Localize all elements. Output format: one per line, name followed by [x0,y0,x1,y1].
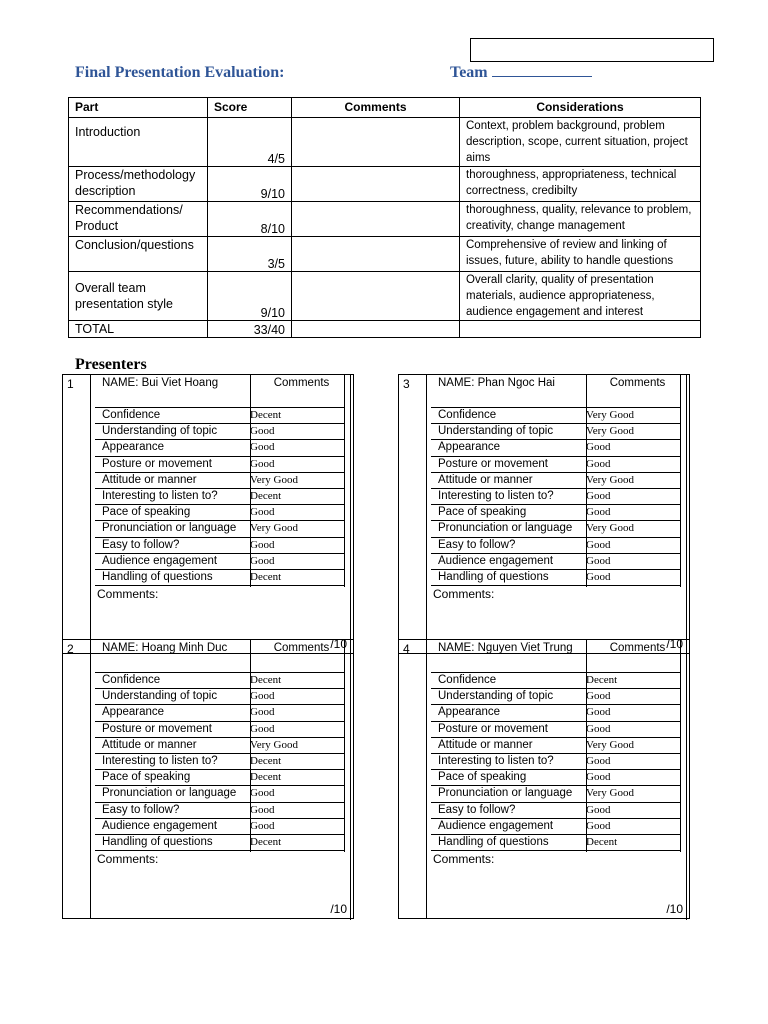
criteria-row [431,407,680,423]
criterion-label: Confidence [438,409,497,421]
part-cell: Process/methodology description [69,167,208,202]
part-cell: Conclusion/questions [69,237,208,272]
criteria-row [95,423,344,439]
score-out-of[interactable]: /10 [330,637,347,651]
part-cell: Introduction [69,118,208,167]
criteria-row [95,785,344,801]
card-header [95,375,344,407]
team-name-box[interactable] [470,38,714,62]
total-considerations-cell [460,321,701,338]
criteria-row [95,753,344,769]
criteria-row [431,423,680,439]
card-divider [686,640,687,920]
col-comments: Comments [292,98,460,118]
criterion-label: Easy to follow? [438,538,516,551]
rating-value[interactable]: Good [586,706,611,719]
presenters-title: Presenters [75,356,147,373]
criterion-label: Understanding of topic [102,690,218,703]
criterion-label: Pronunciation or language [102,522,237,535]
criteria-row [431,439,680,455]
criteria-row [95,721,344,737]
column-divider [680,375,681,587]
criteria-row [431,488,680,504]
presenter-name: NAME: Hoang Minh Duc [102,642,228,654]
criterion-label: Appearance [102,441,165,454]
criterion-label: Understanding of topic [102,425,218,438]
criterion-label: Pace of speaking [438,771,527,784]
score-cell: 9/10 [208,272,292,321]
card-divider [350,640,351,920]
considerations-cell: Comprehensive of review and linking of issues, future, ability to handle questions [460,237,701,272]
presenter-card [62,639,354,919]
rating-value[interactable]: Decent [250,674,282,686]
criterion-label: Confidence [438,674,497,686]
criterion-label: Posture or movement [102,457,212,470]
criteria-row [95,737,344,753]
rating-value[interactable]: Good [586,538,611,551]
rating-value[interactable]: Good [586,571,611,583]
presenter-number: 4 [403,642,410,656]
comments-label: Comments: [433,852,495,866]
column-divider [344,375,345,587]
criterion-label: Appearance [438,706,501,719]
rating-value[interactable]: Very Good [250,738,298,751]
rating-value[interactable]: Decent [250,771,282,784]
rating-value[interactable]: Good [250,554,275,567]
criteria-row [95,769,344,785]
rating-value[interactable]: Good [586,771,611,784]
comments-label: Comments: [97,852,159,866]
considerations-cell: Overall clarity, quality of presentation materials, audience appropriateness, audience engagement and interest [460,272,701,321]
criterion-label: Handling of questions [438,571,549,583]
comments-header: Comments [609,642,666,654]
criterion-label: Pace of speaking [438,506,527,519]
rating-value[interactable]: Decent [250,836,282,848]
criteria-row [95,472,344,488]
rating-value[interactable]: Very Good [586,425,634,438]
criterion-label: Pronunciation or language [438,787,573,800]
criterion-label: Easy to follow? [102,803,180,816]
criterion-label: Audience engagement [102,554,218,567]
presenter-card [62,374,354,654]
rating-value[interactable]: Decent [586,836,618,848]
comments-cell[interactable] [292,118,460,167]
criterion-label: Posture or movement [438,722,548,735]
criteria-row [95,504,344,520]
presenter-number: 3 [403,377,410,391]
comments-label: Comments: [97,587,159,601]
criteria-row [431,456,680,472]
presenter-name: NAME: Nguyen Viet Trung [438,642,573,654]
rating-value[interactable]: Good [250,722,275,735]
criteria-row [431,834,680,850]
rating-value[interactable]: Good [586,554,611,567]
criteria-row [95,704,344,720]
rating-value[interactable]: Good [586,457,611,470]
total-row [69,321,701,338]
presenter-name: NAME: Bui Viet Hoang [102,377,219,389]
criterion-label: Audience engagement [102,819,218,832]
criteria-row [95,553,344,569]
column-divider [680,640,681,852]
criteria-row [95,688,344,704]
presenter-card [398,374,690,654]
rating-value[interactable]: Very Good [586,787,634,800]
comments-header: Comments [273,377,330,389]
criterion-label: Handling of questions [102,571,213,583]
presenter-card [398,639,690,919]
card-divider [90,640,91,918]
criterion-label: Pace of speaking [102,506,191,519]
criterion-label: Pronunciation or language [438,522,573,535]
criteria-row [431,537,680,553]
rating-value[interactable]: Good [586,722,611,735]
criterion-label: Appearance [438,441,501,454]
table-row [69,272,701,321]
rating-value[interactable]: Good [586,441,611,454]
col-part: Part [69,98,208,118]
rating-value[interactable]: Good [250,538,275,551]
criteria-row [95,818,344,834]
criterion-label: Understanding of topic [438,690,554,703]
criterion-label: Interesting to listen to? [438,490,554,502]
rating-value[interactable]: Good [586,690,611,703]
column-divider [344,640,345,852]
criterion-label: Pronunciation or language [102,787,237,800]
rating-value[interactable]: Good [250,706,275,719]
criterion-label: Interesting to listen to? [438,755,554,767]
rating-value[interactable]: Decent [250,571,282,583]
comments-label: Comments: [433,587,495,601]
criterion-label: Interesting to listen to? [102,755,218,767]
criterion-label: Confidence [102,409,161,421]
criterion-label: Audience engagement [438,554,554,567]
score-cell: 4/5 [208,118,292,167]
presenter-number: 1 [67,377,74,391]
col-considerations: Considerations [460,98,701,118]
considerations-cell: thoroughness, appropriateness, technical correctness, credibilty [460,167,701,202]
criteria-row [95,407,344,423]
presenter-name: NAME: Phan Ngoc Hai [438,377,555,389]
card-divider [686,375,687,655]
rating-value[interactable]: Very Good [586,738,634,751]
rating-value[interactable]: Good [250,506,275,519]
col-score: Score [208,98,292,118]
card-divider [350,375,351,655]
card-divider [426,375,427,653]
score-cell: 3/5 [208,237,292,272]
total-score: 33/40 [208,321,292,338]
comments-cell[interactable] [292,202,460,237]
criteria-row [431,688,680,704]
criterion-label: Pace of speaking [102,771,191,784]
criteria-row [95,672,344,688]
rating-value[interactable]: Good [586,506,611,519]
criterion-label: Attitude or manner [102,473,197,486]
card-divider [426,640,427,918]
criterion-label: Handling of questions [102,836,213,848]
criteria-row [431,569,680,585]
criteria-row [431,802,680,818]
rating-value[interactable]: Very Good [250,473,298,486]
team-blank-line[interactable] [492,64,592,77]
criteria-row [95,834,344,850]
criteria-row [431,737,680,753]
comments-cell[interactable] [292,237,460,272]
table-row [69,237,701,272]
comments-cell[interactable] [292,167,460,202]
criterion-label: Appearance [102,706,165,719]
rating-value[interactable]: Good [250,690,275,703]
criteria-row [431,472,680,488]
score-out-of[interactable]: /10 [330,902,347,916]
criterion-label: Handling of questions [438,836,549,848]
table-row [69,118,701,167]
score-out-of[interactable]: /10 [666,902,683,916]
criteria-row [431,553,680,569]
score-cell: 8/10 [208,202,292,237]
criteria-row [431,721,680,737]
criteria-row [431,704,680,720]
table-row [69,167,701,202]
rating-value[interactable]: Good [250,441,275,454]
criterion-label: Understanding of topic [438,425,554,438]
criteria-row [95,456,344,472]
rating-value[interactable]: Good [250,425,275,438]
criterion-label: Easy to follow? [438,803,516,816]
card-header [431,640,680,672]
criteria-row [431,753,680,769]
comments-header: Comments [273,642,330,654]
rating-value[interactable]: Decent [250,755,282,767]
comments-cell[interactable] [292,272,460,321]
criterion-label: Posture or movement [438,457,548,470]
rating-value[interactable]: Good [250,457,275,470]
score-cell: 9/10 [208,167,292,202]
criteria-row [431,785,680,801]
criteria-row [431,672,680,688]
table-row [69,202,701,237]
criteria-row [431,769,680,785]
criteria-row [95,802,344,818]
rating-value[interactable]: Decent [250,490,282,502]
criteria-row [431,520,680,536]
rating-value[interactable]: Very Good [586,473,634,486]
total-comments-cell[interactable] [292,321,460,338]
total-label: TOTAL [69,321,208,338]
criteria-row [95,439,344,455]
criteria-row [95,569,344,585]
card-divider [90,375,91,653]
card-header [431,375,680,407]
criteria-row [95,520,344,536]
criteria-row [95,488,344,504]
part-cell: Recommendations/ Product [69,202,208,237]
score-out-of[interactable]: /10 [666,637,683,651]
criterion-label: Attitude or manner [438,738,533,751]
criterion-label: Confidence [102,674,161,686]
criterion-label: Posture or movement [102,722,212,735]
part-cell: Overall team presentation style [69,272,208,321]
page-title: Final Presentation Evaluation: [75,64,285,81]
considerations-cell: Context, problem background, problem description, scope, current situation, project aims [460,118,701,167]
rating-value[interactable]: Good [586,803,611,816]
rating-value[interactable]: Good [250,819,275,832]
criteria-row [431,504,680,520]
criterion-label: Easy to follow? [102,538,180,551]
rating-value[interactable]: Good [586,819,611,832]
evaluation-table [68,97,701,338]
rating-value[interactable]: Very Good [586,409,634,421]
criterion-label: Audience engagement [438,819,554,832]
rating-value[interactable]: Good [586,755,611,767]
comments-header: Comments [609,377,666,389]
criterion-label: Attitude or manner [438,473,533,486]
rating-value[interactable]: Very Good [586,522,634,535]
criteria-row [431,818,680,834]
card-header [95,640,344,672]
criteria-row [95,537,344,553]
rating-value[interactable]: Very Good [250,522,298,535]
rating-value[interactable]: Decent [586,674,618,686]
rating-value[interactable]: Good [250,803,275,816]
considerations-cell: thoroughness, quality, relevance to problem, creativity, change management [460,202,701,237]
rating-value[interactable]: Good [250,787,275,800]
criterion-label: Interesting to listen to? [102,490,218,502]
rating-value[interactable]: Decent [250,409,282,421]
team-label: Team [450,64,592,82]
rating-value[interactable]: Good [586,490,611,502]
presenter-number: 2 [67,642,74,656]
criterion-label: Attitude or manner [102,738,197,751]
